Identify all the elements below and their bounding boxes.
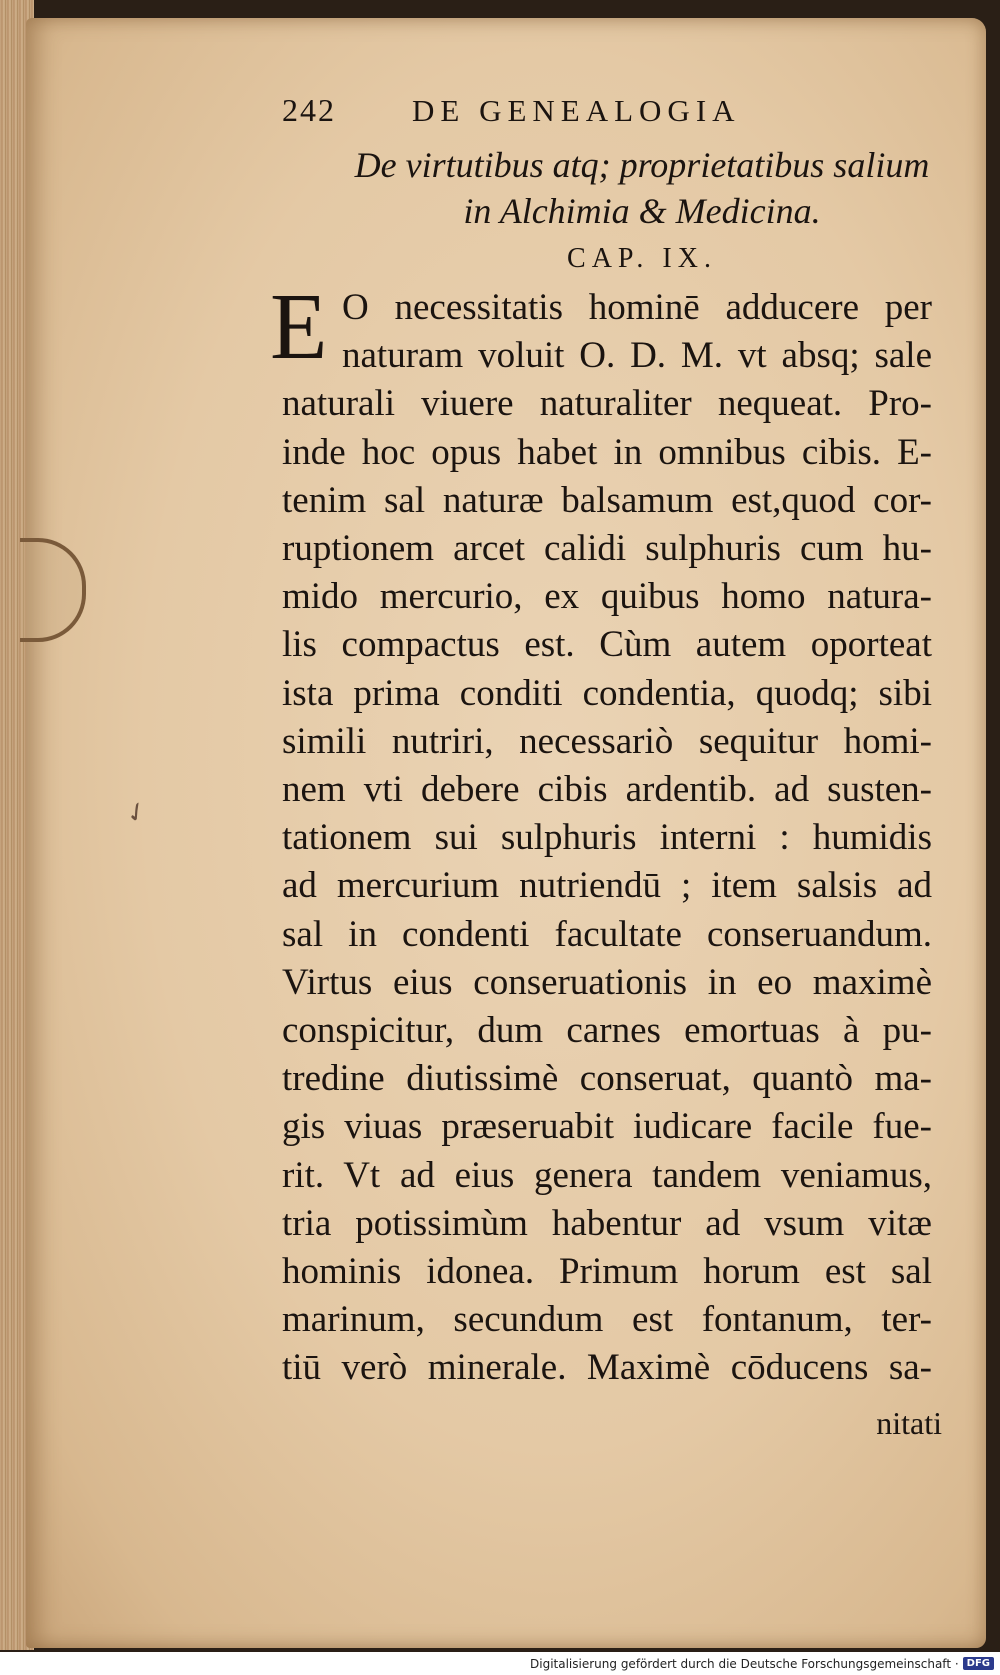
chapter-label: CAP. IX. <box>567 243 717 274</box>
text-line: conspicitur, dum carnes emortuas à pu- <box>282 1010 932 1052</box>
text-line: naturam voluit O. D. M. vt absq; sale <box>342 335 932 377</box>
text-line: lis compactus est. Cùm autem oporteat <box>282 624 932 666</box>
text-line: O necessitatis hominē adducere per <box>342 287 932 328</box>
digitization-footer <box>0 1652 1000 1675</box>
text-line: tationem sui sulphuris interni : humidis <box>282 817 932 859</box>
text-line: ista prima conditi condentia, quodq; sibi <box>282 672 932 714</box>
text-line: tredine diutissimè conseruat, quantò ma- <box>282 1058 932 1100</box>
page-text-block <box>270 92 982 1442</box>
footer-credit: Digitalisierung gefördert durch die Deutsche Forschungsgemeinschaft · <box>530 1656 959 1671</box>
chapter-title-line: in Alchimia & Medicina. <box>463 191 821 231</box>
drop-cap: E <box>270 275 328 379</box>
body-text <box>270 275 932 1393</box>
text-line: ruptionem arcet calidi sulphuris cum hu- <box>282 528 932 570</box>
text-line: sal in condenti facultate conseruandum. <box>282 913 932 955</box>
ink-smudge: ✓ <box>119 794 154 832</box>
dfg-logo: DFG <box>963 1657 994 1670</box>
chapter-title <box>302 142 982 234</box>
clasp-ring <box>20 538 86 642</box>
text-line: naturali viuere naturaliter nequeat. Pro- <box>282 383 932 425</box>
text-line: hominis idonea. Primum horum est sal <box>282 1251 932 1293</box>
running-head <box>282 92 982 138</box>
text-line: inde hoc opus habet in omnibus cibis. E- <box>282 431 932 473</box>
text-line: nem vti debere cibis ardentib. ad susten- <box>282 769 932 811</box>
text-line: tenim sal naturæ balsamum est,quod cor- <box>282 479 932 521</box>
page-number: 242 <box>282 92 336 128</box>
text-line: simili nutriri, necessariò sequitur homi- <box>282 720 932 762</box>
text-line: marinum, secundum est fontanum, ter- <box>282 1299 932 1341</box>
header-title: DE GENEALOGIA <box>412 93 741 128</box>
text-line: Virtus eius conseruationis in eo maximè <box>282 961 932 1003</box>
catchword: nitati <box>876 1404 942 1441</box>
text-line: tria potissimùm habentur ad vsum vitæ <box>282 1202 932 1244</box>
text-line: mido mercurio, ex quibus homo natura- <box>282 576 932 618</box>
chapter-title-line: De virtutibus atq; proprietatibus salium <box>354 145 930 185</box>
text-line: tiū verò minerale. Maximè cōducens sa- <box>282 1347 932 1389</box>
text-line: rit. Vt ad eius genera tandem veniamus, <box>282 1154 932 1196</box>
text-line: gis viuas præseruabit iudicare facile fue- <box>282 1106 932 1148</box>
text-line: ad mercurium nutriendū ; item salsis ad <box>282 865 932 907</box>
